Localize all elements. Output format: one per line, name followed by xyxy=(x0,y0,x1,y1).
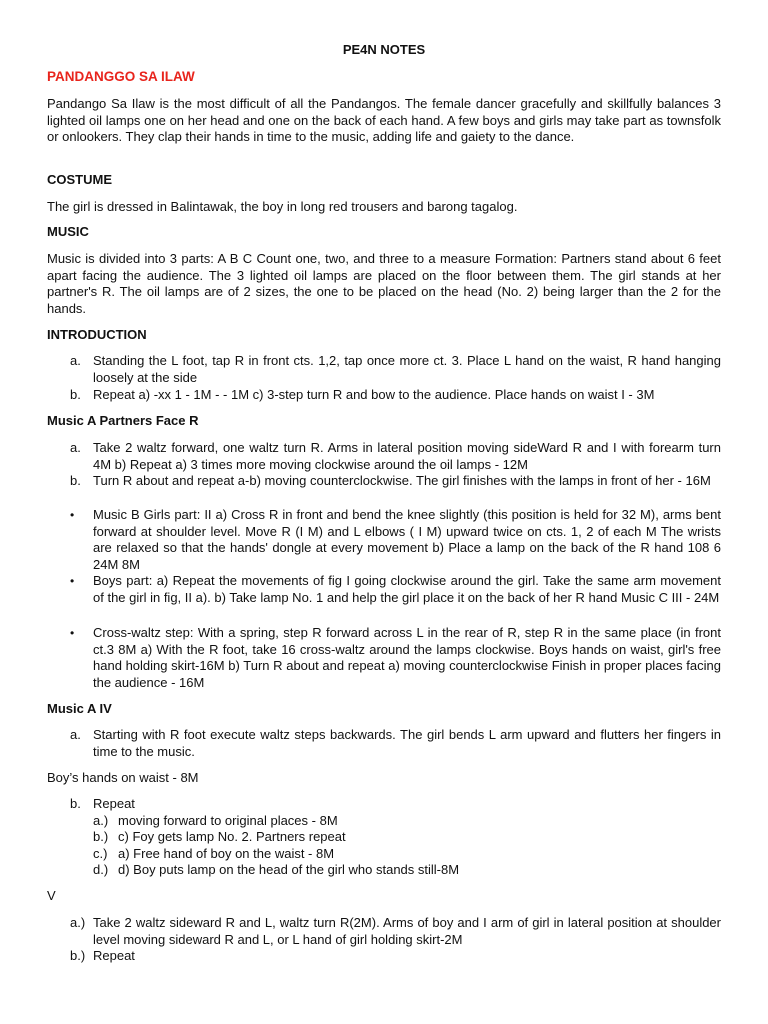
list-item: Music B Girls part: II a) Cross R in front and bend the knee slightly (this position is held for 32 M), arms bent forward at shoulder level. Move R (I M) and L elbows ( I M) upward twice on cts. 1, 2 of each M The wrists are relaxed so that the hands' dongle at every movement b) Place a lamp on the back of the R hand 108 6 24M 8M xyxy=(93,507,721,572)
list-item: Standing the L foot, tap R in front cts. 1,2, tap once more ct. 3. Place L hand on the waist, R hand hanging loosely at the side xyxy=(93,353,721,385)
list-marker: b. xyxy=(70,387,81,402)
section-v-heading: V xyxy=(47,888,56,903)
list-item: Repeat xyxy=(93,796,135,811)
list-marker: a. xyxy=(70,440,81,455)
list-item: Repeat a) -xx 1 - 1M - - 1M c) 3-step turn R and bow to the audience. Place hands on waist I - 3M xyxy=(93,387,655,402)
sub-list-text: c) Foy gets lamp No. 2. Partners repeat xyxy=(118,829,346,844)
list-item: Starting with R foot execute waltz steps backwards. The girl bends L arm upward and flutters her fingers in time to the music. xyxy=(93,727,721,759)
list-item: Repeat xyxy=(93,948,135,963)
sub-list-marker: c.) xyxy=(93,846,108,861)
costume-text: The girl is dressed in Balintawak, the boy in long red trousers and barong tagalog. xyxy=(47,199,518,214)
list-item: Turn R about and repeat a-b) moving counterclockwise. The girl finishes with the lamps in front of her - 16M xyxy=(93,473,711,488)
sub-list-text: d) Boy puts lamp on the head of the girl who stands still-8M xyxy=(118,862,460,877)
list-item: Boys part: a) Repeat the movements of fig I going clockwise around the girl. Take the same arm movement of the girl in fig, II a). b) Take lamp No. 1 and help the girl place it on the back of her R hand Music C III - 24M xyxy=(93,573,721,605)
music-a-heading: Music A Partners Face R xyxy=(47,413,199,428)
list-marker: b. xyxy=(70,796,81,811)
sub-list-text: a) Free hand of boy on the waist - 8M xyxy=(118,846,335,861)
sub-list-marker: b.) xyxy=(93,829,109,844)
list-marker: a. xyxy=(70,353,81,368)
introduction-heading: INTRODUCTION xyxy=(47,327,147,342)
list-marker: a.) xyxy=(70,915,86,930)
list-bullet: • xyxy=(70,508,75,522)
list-bullet: • xyxy=(70,574,75,588)
list-item: Cross-waltz step: With a spring, step R forward across L in the rear of R, step R in the same place (in front ct.3 8M a) With the R foot, take 16 cross-waltz around the lamps clockwise. Boys hands on waist, girl's free hand holding skirt-16M b) Turn R about and repeat a) moving counterclockwise Finish in proper places facing the audience - 16M xyxy=(93,625,721,690)
sub-list-marker: a.) xyxy=(93,813,109,828)
intro-paragraph: Pandango Sa Ilaw is the most difficult of all the Pandangos. The female dancer gracefully and skillfully balances 3 lighted oil lamps one on her head and one on the back of each hand. A few boys and girls may take part as townsfolk or onlookers. They clap their hands in time to the music, adding life and gaiety to the dance. xyxy=(47,96,721,144)
page-title: PE4N NOTES xyxy=(342,42,426,57)
list-marker: b.) xyxy=(70,948,86,963)
music-a-iv-heading: Music A IV xyxy=(47,701,112,716)
list-marker: b. xyxy=(70,473,81,488)
list-item: Take 2 waltz sideward R and L, waltz turn R(2M). Arms of boy and I arm of girl in lateral position at shoulder level moving sideward R and L, or L hand of girl holding skirt-2M xyxy=(93,915,721,947)
sub-list-text: moving forward to original places - 8M xyxy=(118,813,338,828)
list-item: Take 2 waltz forward, one waltz turn R. Arms in lateral position moving sideWard R and I with forearm turn 4M b) Repeat a) 3 times more moving clockwise around the oil lamps - 12M xyxy=(93,440,721,472)
sub-list-marker: d.) xyxy=(93,862,109,877)
main-heading: PANDANGGO SA ILAW xyxy=(47,69,195,84)
list-marker: a. xyxy=(70,727,81,742)
music-text: Music is divided into 3 parts: A B C Count one, two, and three to a measure Formation: Partners stand about 6 feet apart facing the audience. The 3 lighted oil lamps are placed on the floor between them. The girl stands at her partner's R. The oil lamps are of 2 sizes, the one to be placed on the head (No. 2) being larger than the 2 for the hands. xyxy=(47,251,721,316)
note-text: Boy’s hands on waist - 8M xyxy=(47,770,199,785)
list-bullet: • xyxy=(70,626,75,640)
music-heading: MUSIC xyxy=(47,224,89,239)
costume-heading: COSTUME xyxy=(47,172,112,187)
